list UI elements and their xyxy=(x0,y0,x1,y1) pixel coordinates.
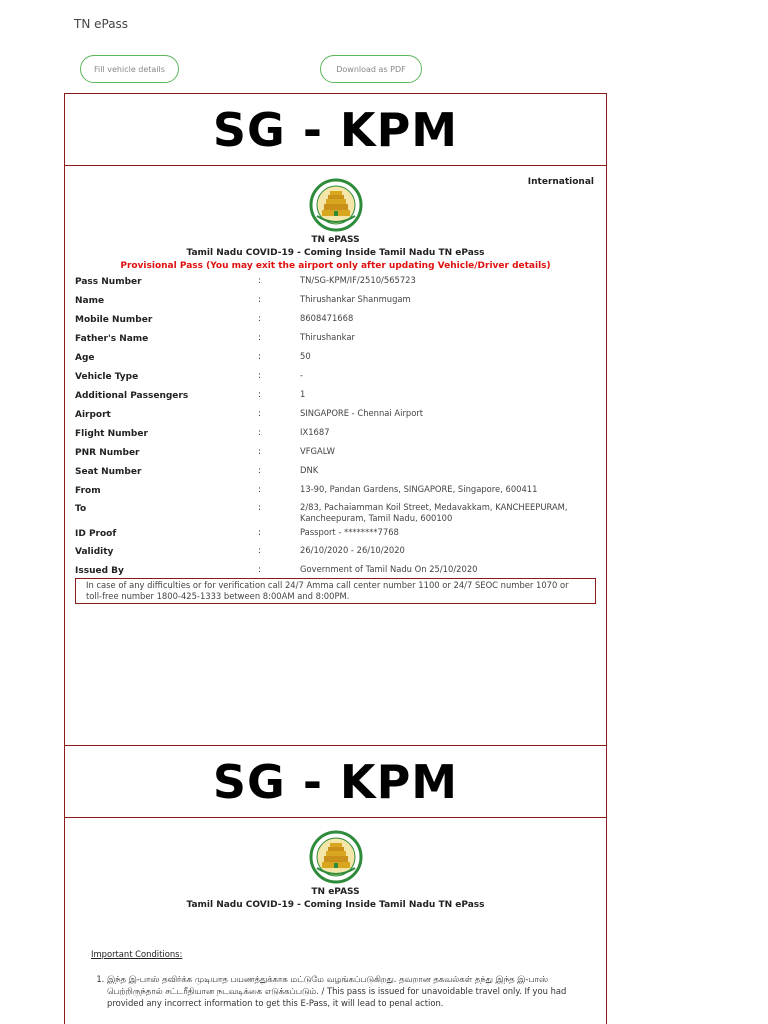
app-title: TN ePass xyxy=(74,17,129,31)
detail-value: VFGALW xyxy=(300,446,335,456)
detail-label: Vehicle Type xyxy=(75,372,139,382)
detail-separator: : xyxy=(258,295,262,305)
detail-separator: : xyxy=(258,428,262,438)
detail-value: DNK xyxy=(300,465,319,475)
detail-label: Airport xyxy=(75,410,111,420)
detail-value: Passport - ********7768 xyxy=(300,527,399,537)
detail-label: Father's Name xyxy=(75,334,149,344)
detail-separator: : xyxy=(258,333,262,343)
detail-label: Validity xyxy=(75,547,114,557)
detail-row xyxy=(75,332,600,351)
detail-value: Thirushankar Shanmugam xyxy=(300,294,411,304)
pass-details xyxy=(75,275,600,583)
detail-value: 50 xyxy=(300,351,311,361)
detail-separator: : xyxy=(258,409,262,419)
detail-label: Issued By xyxy=(75,566,124,576)
detail-label: Name xyxy=(75,296,105,306)
detail-value: TN/SG-KPM/IF/2510/565723 xyxy=(300,275,416,285)
tamil-nadu-emblem-icon xyxy=(309,178,363,232)
detail-separator: : xyxy=(258,485,262,495)
fill-vehicle-details-button[interactable]: Fill vehicle details xyxy=(80,55,179,83)
detail-label: Age xyxy=(75,353,95,363)
detail-separator: : xyxy=(258,565,262,575)
helpline-notice: In case of any difficulties or for verification call 24/7 Amma call center number 1100 or 24/7 SEOC number 1070 or toll-free number 1800-425-1333 between 8:00AM and 8:00PM. xyxy=(75,578,596,604)
detail-value: 26/10/2020 - 26/10/2020 xyxy=(300,545,405,555)
detail-separator: : xyxy=(258,314,262,324)
detail-separator: : xyxy=(258,390,262,400)
tamil-nadu-emblem-icon xyxy=(309,830,363,884)
detail-label: To xyxy=(75,504,87,514)
route-banner xyxy=(65,746,606,818)
detail-row xyxy=(75,427,600,446)
detail-separator: : xyxy=(258,466,262,476)
detail-value: 1 xyxy=(300,389,306,399)
detail-value: 8608471668 xyxy=(300,313,354,323)
pass-heading: TN ePASS xyxy=(311,887,360,897)
detail-label: ID Proof xyxy=(75,529,117,539)
detail-row xyxy=(75,275,600,294)
detail-separator: : xyxy=(258,371,262,381)
conditions-list xyxy=(89,973,599,1009)
pass-header xyxy=(65,234,606,273)
detail-label: Additional Passengers xyxy=(75,391,189,401)
detail-separator: : xyxy=(258,447,262,457)
detail-label: Pass Number xyxy=(75,277,142,287)
detail-value: 13-90, Pandan Gardens, SINGAPORE, Singapore, 600411 xyxy=(300,484,538,494)
detail-row xyxy=(75,502,600,527)
detail-row xyxy=(75,351,600,370)
detail-separator: : xyxy=(258,528,262,538)
pass-category: International xyxy=(527,177,594,187)
route-banner xyxy=(65,94,606,166)
route-code: SG - KPM xyxy=(212,754,459,809)
detail-row xyxy=(75,446,600,465)
detail-label: Mobile Number xyxy=(75,315,153,325)
pass-heading: TN ePASS xyxy=(311,235,360,245)
detail-separator: : xyxy=(258,503,262,513)
detail-label: Seat Number xyxy=(75,467,142,477)
detail-separator: : xyxy=(258,352,262,362)
detail-row xyxy=(75,527,600,545)
pass-subheading: Tamil Nadu COVID-19 - Coming Inside Tamil Nadu TN ePass xyxy=(186,900,485,910)
detail-row xyxy=(75,389,600,408)
download-pdf-button[interactable]: Download as PDF xyxy=(320,55,422,83)
pass-subheading: Tamil Nadu COVID-19 - Coming Inside Tamil Nadu TN ePass xyxy=(186,248,485,258)
important-conditions-heading: Important Conditions: xyxy=(91,949,183,959)
detail-label: From xyxy=(75,486,101,496)
detail-row xyxy=(75,370,600,389)
detail-row xyxy=(75,408,600,427)
detail-label: PNR Number xyxy=(75,448,140,458)
detail-row xyxy=(75,313,600,332)
detail-row xyxy=(75,294,600,313)
detail-value: IX1687 xyxy=(300,427,330,437)
detail-separator: : xyxy=(258,546,262,556)
detail-row xyxy=(75,465,600,484)
detail-value: - xyxy=(300,370,304,380)
detail-value: Thirushankar xyxy=(300,332,355,342)
condition-item: 1. இந்த இ-பாஸ் தவிர்க்க முடியாத பயணத்துக்காக மட்டுமே வழங்கப்படுகிறது. தவறான தகவல்கள் தந்து இந்த இ-பாஸ் பெற்றிருந்தால் சட்டரீதியான நடவடிக்கை எடுக்கப்படும். / This pass is issued for unavoidable travel only. If you had provided any incorrect information to get this E-Pass, it will lead to penal action. xyxy=(107,973,599,1009)
epass-card-page-2 xyxy=(64,745,607,1024)
detail-value: 2/83, Pachaiamman Koil Street, Medavakkam, KANCHEEPURAM, Kancheepuram, Tamil Nadu, 600100 xyxy=(300,502,568,523)
pass-header xyxy=(65,886,606,912)
detail-value: SINGAPORE - Chennai Airport xyxy=(300,408,424,418)
detail-value: Government of Tamil Nadu On 25/10/2020 xyxy=(300,564,478,574)
detail-separator: : xyxy=(258,276,262,286)
provisional-note: Provisional Pass (You may exit the airport only after updating Vehicle/Driver details) xyxy=(120,261,551,271)
epass-card xyxy=(64,93,607,745)
route-code: SG - KPM xyxy=(212,102,459,157)
detail-row xyxy=(75,484,600,502)
detail-label: Flight Number xyxy=(75,429,148,439)
detail-row xyxy=(75,545,600,564)
